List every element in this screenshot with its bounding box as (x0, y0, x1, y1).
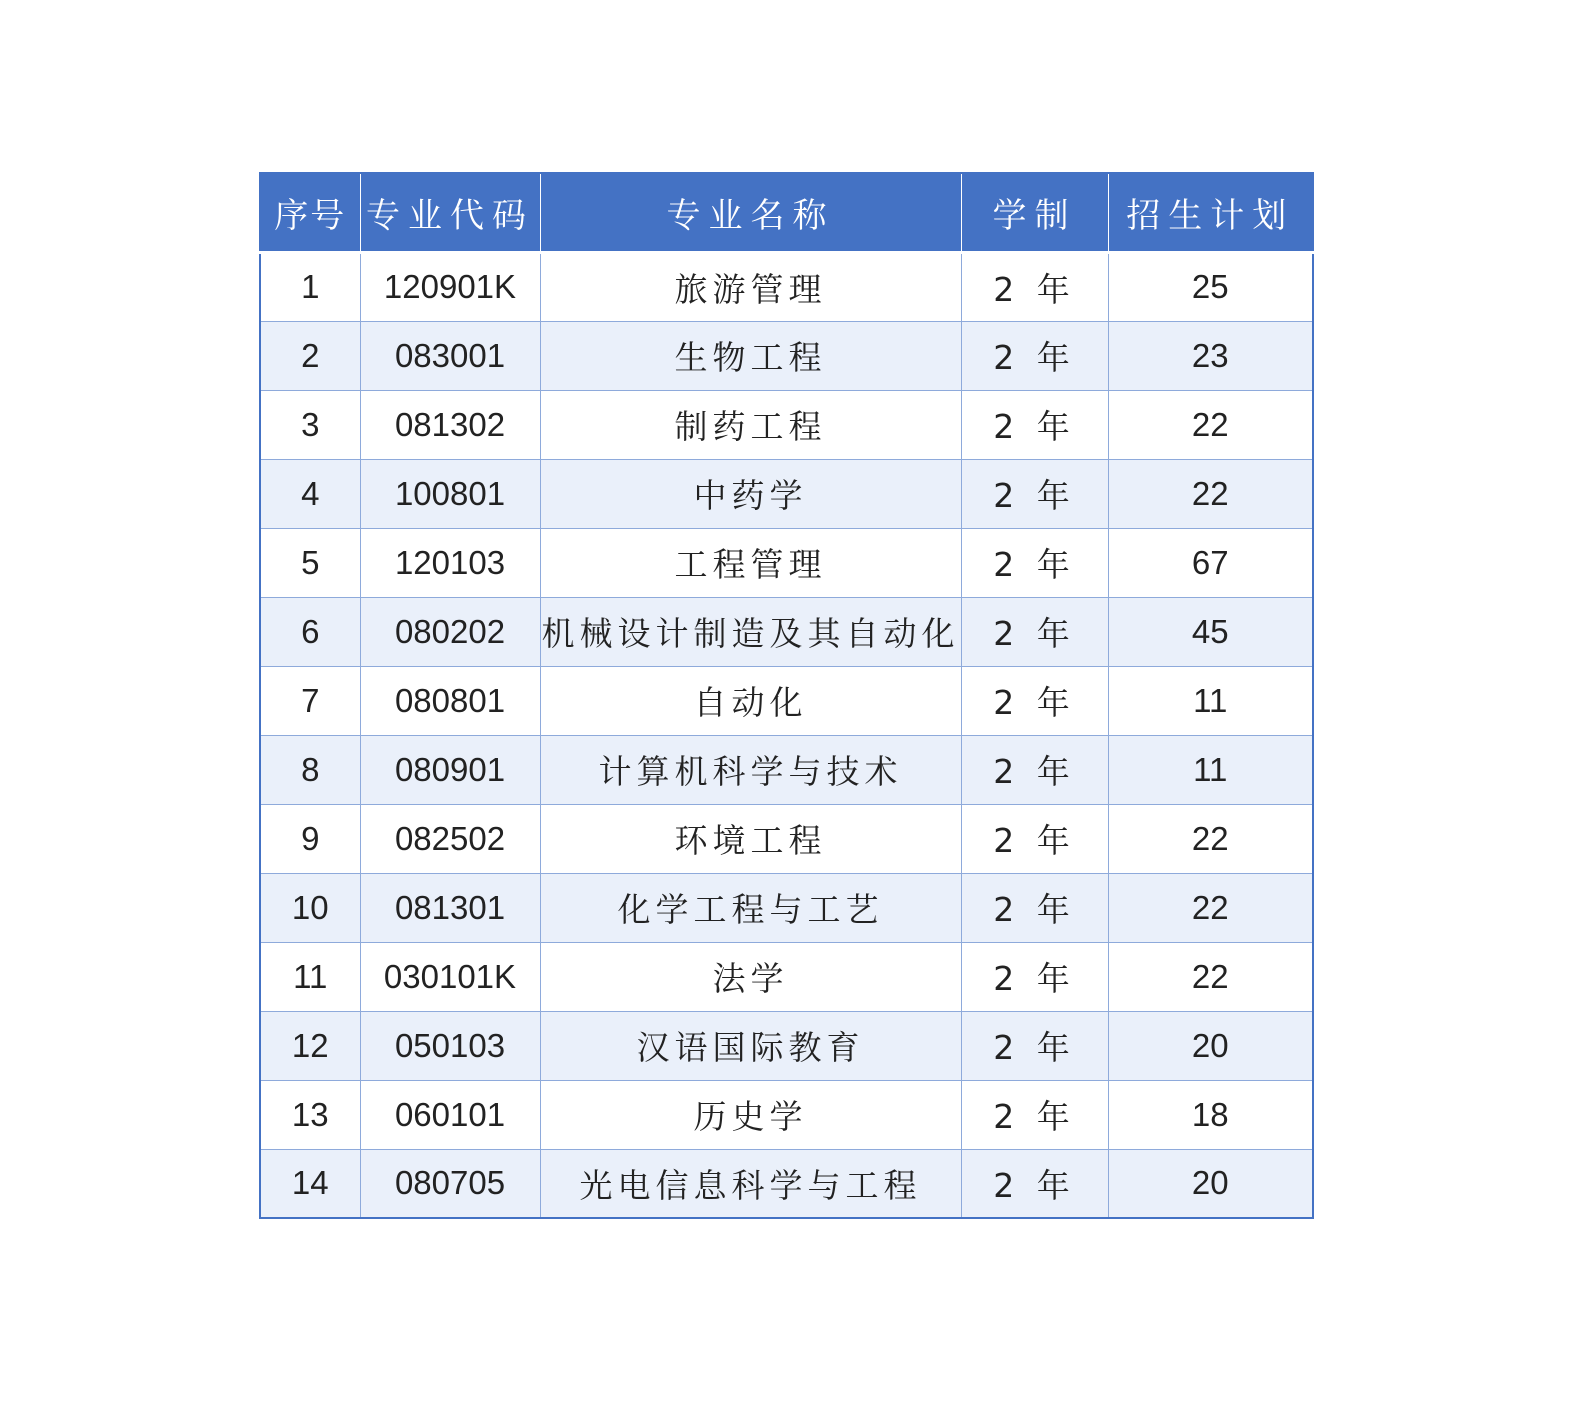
cell-duration: 2 年 (961, 390, 1108, 459)
cell-major-name: 生物工程 (540, 321, 961, 390)
cell-index: 3 (260, 390, 360, 459)
table-header (260, 173, 1313, 252)
cell-major-code: 080901 (360, 735, 540, 804)
cell-enrollment-plan: 25 (1108, 252, 1313, 321)
header-enrollment-plan: 招生计划 (1108, 173, 1313, 252)
cell-major-code: 082502 (360, 804, 540, 873)
cell-index: 2 (260, 321, 360, 390)
cell-enrollment-plan: 45 (1108, 597, 1313, 666)
cell-major-name: 环境工程 (540, 804, 961, 873)
table-row (260, 666, 1313, 735)
cell-enrollment-plan: 11 (1108, 666, 1313, 735)
cell-major-name: 机械设计制造及其自动化 (540, 597, 961, 666)
table-row (260, 321, 1313, 390)
cell-enrollment-plan: 22 (1108, 459, 1313, 528)
cell-enrollment-plan: 22 (1108, 804, 1313, 873)
cell-major-name: 光电信息科学与工程 (540, 1149, 961, 1218)
cell-major-name: 计算机科学与技术 (540, 735, 961, 804)
cell-enrollment-plan: 11 (1108, 735, 1313, 804)
cell-enrollment-plan: 20 (1108, 1149, 1313, 1218)
cell-enrollment-plan: 22 (1108, 873, 1313, 942)
cell-major-code: 060101 (360, 1080, 540, 1149)
cell-major-code: 080801 (360, 666, 540, 735)
cell-major-code: 120901K (360, 252, 540, 321)
cell-enrollment-plan: 22 (1108, 942, 1313, 1011)
cell-index: 14 (260, 1149, 360, 1218)
cell-major-code: 030101K (360, 942, 540, 1011)
cell-duration: 2 年 (961, 1080, 1108, 1149)
table-row (260, 804, 1313, 873)
header-row (260, 173, 1313, 252)
cell-index: 13 (260, 1080, 360, 1149)
cell-enrollment-plan: 23 (1108, 321, 1313, 390)
table-row (260, 459, 1313, 528)
table-row (260, 390, 1313, 459)
cell-index: 10 (260, 873, 360, 942)
cell-major-code: 120103 (360, 528, 540, 597)
cell-major-code: 080202 (360, 597, 540, 666)
cell-major-code: 081301 (360, 873, 540, 942)
table-row (260, 1011, 1313, 1080)
cell-enrollment-plan: 18 (1108, 1080, 1313, 1149)
cell-enrollment-plan: 22 (1108, 390, 1313, 459)
cell-major-name: 制药工程 (540, 390, 961, 459)
header-major-code: 专业代码 (360, 173, 540, 252)
cell-duration: 2 年 (961, 252, 1108, 321)
cell-index: 5 (260, 528, 360, 597)
cell-index: 1 (260, 252, 360, 321)
cell-duration: 2 年 (961, 942, 1108, 1011)
enrollment-table (259, 172, 1314, 1219)
cell-duration: 2 年 (961, 666, 1108, 735)
cell-duration: 2 年 (961, 735, 1108, 804)
cell-duration: 2 年 (961, 1011, 1108, 1080)
cell-enrollment-plan: 67 (1108, 528, 1313, 597)
cell-major-name: 历史学 (540, 1080, 961, 1149)
cell-major-code: 050103 (360, 1011, 540, 1080)
cell-duration: 2 年 (961, 597, 1108, 666)
cell-major-name: 汉语国际教育 (540, 1011, 961, 1080)
cell-index: 4 (260, 459, 360, 528)
cell-major-code: 100801 (360, 459, 540, 528)
cell-index: 8 (260, 735, 360, 804)
cell-major-code: 081302 (360, 390, 540, 459)
cell-duration: 2 年 (961, 321, 1108, 390)
cell-major-name: 旅游管理 (540, 252, 961, 321)
cell-index: 6 (260, 597, 360, 666)
table-row (260, 528, 1313, 597)
table-row (260, 1080, 1313, 1149)
cell-index: 11 (260, 942, 360, 1011)
cell-duration: 2 年 (961, 873, 1108, 942)
cell-enrollment-plan: 20 (1108, 1011, 1313, 1080)
cell-major-name: 化学工程与工艺 (540, 873, 961, 942)
cell-major-name: 中药学 (540, 459, 961, 528)
cell-duration: 2 年 (961, 1149, 1108, 1218)
cell-major-code: 080705 (360, 1149, 540, 1218)
table-row (260, 597, 1313, 666)
table-row (260, 735, 1313, 804)
cell-index: 7 (260, 666, 360, 735)
table-row (260, 1149, 1313, 1218)
table-row (260, 873, 1313, 942)
cell-major-name: 自动化 (540, 666, 961, 735)
cell-index: 9 (260, 804, 360, 873)
cell-duration: 2 年 (961, 804, 1108, 873)
cell-index: 12 (260, 1011, 360, 1080)
table-row (260, 252, 1313, 321)
cell-major-name: 法学 (540, 942, 961, 1011)
header-index: 序号 (260, 173, 360, 252)
table-row (260, 942, 1313, 1011)
header-duration: 学制 (961, 173, 1108, 252)
table-body (260, 252, 1313, 1218)
cell-major-code: 083001 (360, 321, 540, 390)
cell-major-name: 工程管理 (540, 528, 961, 597)
cell-duration: 2 年 (961, 528, 1108, 597)
cell-duration: 2 年 (961, 459, 1108, 528)
header-major-name: 专业名称 (540, 173, 961, 252)
